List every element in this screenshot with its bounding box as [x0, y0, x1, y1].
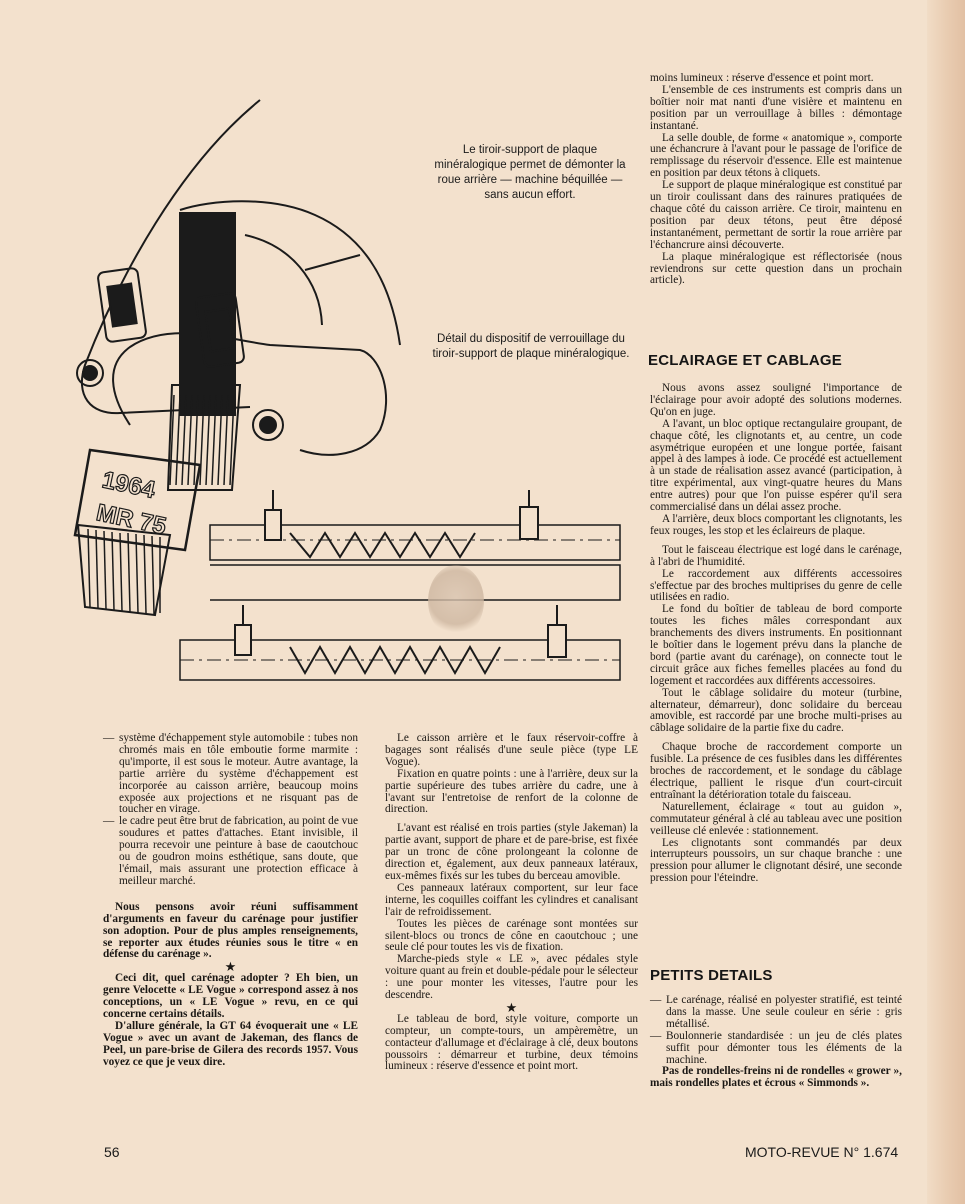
bullet-dash: —	[650, 994, 662, 1006]
author-photo-watermark	[428, 565, 484, 637]
column-d	[650, 383, 902, 885]
paragraph: Marche-pieds style « LE », avec pédales style voiture quant au frein et double-pédale pour le sélecteur : une pour monter les vitesses, l'autre pour les descendre.	[385, 953, 638, 1002]
bullet-dash: —	[650, 1029, 662, 1042]
paragraph: Le support de plaque minéralogique est constitué par un tiroir coulissant dans des rainures pratiquées de chaque côté du caisson arrière. Ce tiroir, maintenu en position par deux tétons, peut être déposé instantanément, permettant de sortir la roue arrière par l'échancrure ainsi découverte.	[650, 179, 902, 251]
paragraph: La selle double, de forme « anatomique », comporte une échancrure à l'avant pour le passage de l'orifice de remplissage du réservoir d'essence. Elle est maintenue en position par deux tétons à cliquets.	[650, 131, 902, 180]
magazine-issue: MOTO-REVUE N° 1.674	[745, 1144, 899, 1160]
bullet-frame	[103, 816, 358, 887]
paragraph: Le fond du boîtier de tableau de bord comporte toutes les fiches mâles correspondant aux branchements des divers instruments. En positionnant le boîtier dans le logement prévu dans la planche de bord (partie avant du carénage), on connecte tout le circuit grâce aux fiches femelles placées au fond du logement et raccordées aux différents accessoires.	[650, 603, 902, 687]
paragraph: Pas de rondelles-freins ni de rondelles « grower », mais rondelles plates et écrous « Simmonds ».	[650, 1065, 902, 1090]
bullet-text: système d'échappement style automobile : tubes non chromés mais en tôle emboutie forme marmite : qu'importe, il est sous le moteur. Autre avantage, la partie arrière du système d'échappement est incorporée au caisson arrière, beaucoup moins exposée aux projections et ne risquant pas de toucher en virage.	[119, 732, 358, 816]
paragraph: A l'arrière, deux blocs comportant les clignotants, les feux rouges, les stop et les éclaireurs de plaque.	[650, 512, 902, 537]
bullet-fairing	[650, 995, 902, 1031]
bullet-text: Boulonnerie standardisée : un jeu de clés plates suffit pour démonter tous les éléments de la machine.	[666, 1029, 902, 1066]
bullet-dash: —	[103, 815, 115, 828]
plate-line-1: 1964	[99, 466, 158, 504]
paragraph: A l'avant, un bloc optique rectangulaire groupant, de chaque côté, les clignotants et, au centre, un code asymétrique européen et une longue portée, faisant appel à des lampes à iode. Ce procédé est actuellement à un stade de réalisation assez avancé (participation, à titre expérimental, aux vingt-quatre heures du Mans entre autres) pour que l'on puisse espérer qu'il sera commercialisé dans un délai assez proche.	[650, 417, 902, 514]
paragraph: Ces panneaux latéraux comportent, sur leur face interne, les coquilles coiffant les cylindres et canalisant l'air de refroidissement.	[385, 881, 638, 918]
paragraph: L'avant est réalisé en trois parties (style Jakeman) la partie avant, support de phare et de pare-brise, est fixée par un tronc de cône prolongeant la colonne de direction et, également, aux deux panneaux latéraux, eux-mêmes fixés sur les tubes du berceau amovible.	[385, 822, 638, 882]
bullet-exhaust	[103, 733, 358, 816]
page-number: 56	[104, 1144, 120, 1160]
paragraph: moins lumineux : réserve d'essence et point mort.	[650, 72, 874, 84]
separator-star: ★	[505, 999, 518, 1015]
paragraph: Le caisson arrière et le faux réservoir-coffre à bagages sont réalisés d'une seule pièce (type LE Vogue).	[385, 732, 638, 768]
paragraph: L'ensemble de ces instruments est compris dans un boîtier noir mat nanti d'une visière et maintenu en position par un verrouillage à billes : démontage instantané.	[650, 83, 902, 132]
paragraph: Chaque broche de raccordement comporte un fusible. La présence de ces fusibles dans les différentes broches de raccordement, et le sondage du câblage électrique, pallient le risque d'un court-circuit entraînant la détérioration totale du faisceau.	[650, 741, 902, 801]
paragraph: Fixation en quatre points : une à l'arrière, deux sur la partie supérieure des tubes arrière du cadre, une à l'avant sur l'entretoise de renfort de la colonne de direction.	[385, 767, 638, 816]
plate-line-2: MR 75	[93, 499, 169, 541]
column-b	[385, 733, 638, 1073]
heading-petits-details: PETITS DETAILS	[650, 967, 773, 984]
bullet-text: le cadre peut être brut de fabrication, au point de vue soudures et pattes d'attaches. Etant invisible, il pourra recevoir une peinture à base de caoutchouc ou de goudron moins esthétique, sans doute, que l'émail, mais assurant une protection efficace à meilleur marché.	[119, 815, 358, 887]
paragraph: Le raccordement aux différents accessoires s'effectue par des broches multiprises du genre de celle utilisées en radio.	[650, 567, 902, 604]
separator-star: ★	[224, 959, 237, 975]
caption-lock-detail: Détail du dispositif de verrouillage du tiroir-support de plaque minéralogique.	[432, 333, 630, 360]
paragraph: D'allure générale, la GT 64 évoquerait une « LE Vogue » avec un avant de Jakeman, des flancs de Peel, un pare-brise de Gilera des records 1957. Vous voyez ce que je veux dire.	[103, 1019, 358, 1068]
heading-eclairage: ECLAIRAGE ET CABLAGE	[648, 352, 843, 369]
page-binding-shadow	[927, 0, 965, 1204]
paragraph: Le tableau de bord, style voiture, comporte un compteur, un compte-tours, un ampèremètre, un contacteur d'allumage et d'éclairage à clé, deux boutons poussoirs : démarreur et turbine, deux témoins lumineux : réserve d'essence et point mort.	[385, 1012, 638, 1073]
paragraph: La plaque minéralogique est réflectorisée (nous reviendrons sur cette question dans un prochain article).	[650, 250, 902, 287]
paragraph: Ceci dit, quel carénage adopter ? Eh bien, un genre Velocette « LE Vogue » correspond assez à nos conceptions, un « LE Vogue » revu, en ce qui concerne certains détails.	[103, 972, 358, 1020]
paragraph: Nous avons assez souligné l'importance de l'éclairage pour avoir adopté des solutions modernes. Qu'on en juge.	[650, 382, 902, 418]
paragraph: Naturellement, éclairage « tout au guidon », commutateur général à clé au tableau avec une position veilleuse clé enlevée : stationnement.	[650, 800, 902, 837]
paragraph: Tout le faisceau électrique est logé dans le carénage, à l'abri de l'humidité.	[650, 543, 902, 568]
paragraph: Tout le câblage solidaire du moteur (turbine, alternateur, démarreur), donc solidaire du berceau amovible, est raccordé par une broche multi-prises au câblage solidaire de la partie fixe du cadre.	[650, 686, 902, 735]
paragraph: Toutes les pièces de carénage sont montées sur silent-blocs ou troncs de cône en caoutchouc ; une seule clé pour toutes les vis de fixation.	[385, 917, 638, 954]
paragraph: Nous pensons avoir réuni suffisamment d'arguments en faveur du carénage pour justifier son adoption. Pour de plus amples renseignements, se reporter aux études réunies sous le titre « en défense du carénage ».	[103, 900, 358, 961]
column-a	[103, 733, 358, 1068]
column-c	[650, 73, 902, 287]
bullet-text: Le carénage, réalisé en polyester stratifié, est teinté dans la masse. Une seule couleur en série : gris métallisé.	[666, 994, 902, 1030]
paragraph: Les clignotants sont commandés par deux interrupteurs poussoirs, un sur chaque branche : une pression pour allumer le clignotant désiré, une seconde pression pour l'éteindre.	[650, 836, 902, 885]
caption-plate-drawer: Le tiroir-support de plaque minéralogique permet de démonter la roue arrière — machine béquillée — sans aucun effort.	[434, 144, 626, 201]
bullet-dash: —	[103, 732, 115, 744]
column-e	[650, 995, 902, 1090]
bullet-bolts	[650, 1031, 902, 1067]
